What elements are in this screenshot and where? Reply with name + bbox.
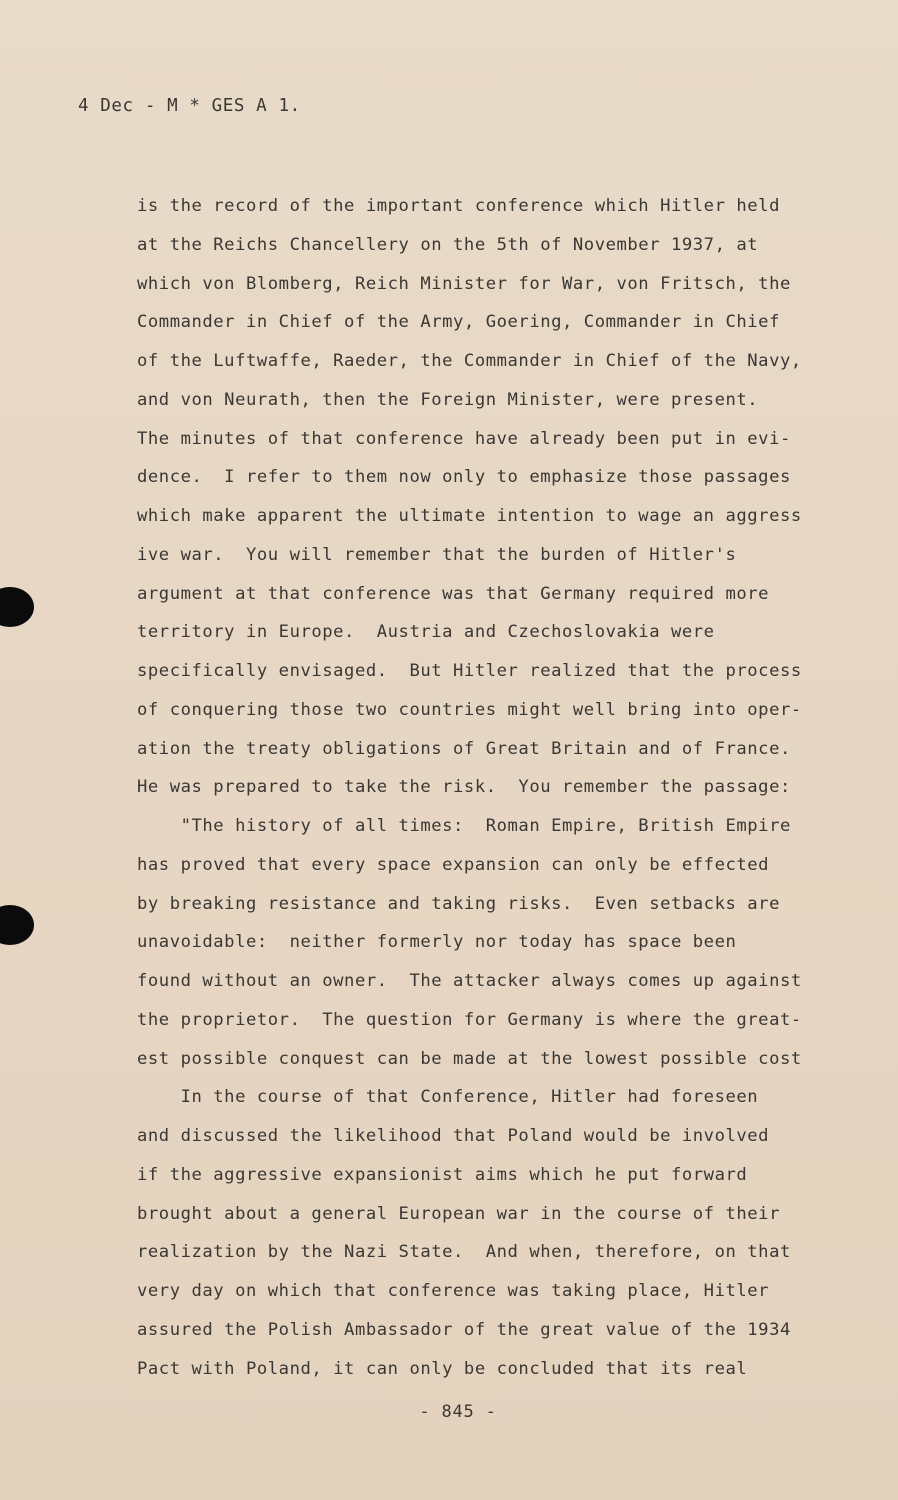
- text-line: brought about a general European war in the course of their: [137, 1203, 780, 1224]
- page-number-footer: [0, 1402, 898, 1422]
- text-line: est possible conquest can be made at the lowest possible cost: [137, 1048, 802, 1069]
- text-line: realization by the Nazi State. And when, therefore, on that: [137, 1242, 791, 1263]
- text-line: if the aggressive expansionist aims which he put forward: [137, 1164, 748, 1185]
- page-header: 4 Dec - M * GES A 1.: [78, 96, 301, 116]
- text-line: "The history of all times: Roman Empire, British Empire: [137, 816, 791, 836]
- text-line: Commander in Chief of the Army, Goering, Commander in Chief: [137, 312, 780, 333]
- body-text: [137, 187, 857, 1388]
- text-line: which make apparent the ultimate intention to wage an aggress: [137, 506, 802, 526]
- text-line: and discussed the likelihood that Poland would be involved: [137, 1126, 770, 1146]
- text-line: of conquering those two countries might well bring into oper-: [137, 699, 802, 720]
- text-line: ation the treaty obligations of Great Britain and of France.: [137, 738, 791, 759]
- text-line: by breaking resistance and taking risks. Even setbacks are: [137, 893, 780, 914]
- text-line: He was prepared to take the risk. You remember the passage:: [137, 777, 791, 798]
- text-line: the proprietor. The question for Germany is where the great-: [137, 1009, 802, 1030]
- text-line: Pact with Poland, it can only be concluded that its real: [137, 1358, 748, 1379]
- text-line: argument at that conference was that Germany required more: [137, 583, 770, 604]
- text-line: unavoidable: neither formerly nor today has space been: [137, 932, 737, 953]
- text-line: The minutes of that conference have already been put in evi-: [137, 428, 791, 449]
- text-line: very day on which that conference was taking place, Hitler: [137, 1281, 770, 1301]
- page-number: - 845 -: [419, 1402, 497, 1422]
- text-line: ive war. You will remember that the burden of Hitler's: [137, 544, 737, 565]
- text-line: which von Blomberg, Reich Minister for War, von Fritsch, the: [137, 273, 791, 294]
- text-line: In the course of that Conference, Hitler had foreseen: [137, 1087, 759, 1108]
- text-line: assured the Polish Ambassador of the great value of the 1934: [137, 1319, 791, 1340]
- text-line: dence. I refer to them now only to emphasize those passages: [137, 467, 791, 488]
- text-line: found without an owner. The attacker always comes up against: [137, 971, 802, 991]
- text-line: of the Luftwaffe, Raeder, the Commander in Chief of the Navy,: [137, 351, 802, 371]
- text-line: has proved that every space expansion can only be effected: [137, 854, 770, 875]
- binder-hole-top: [0, 587, 34, 627]
- binder-hole-bottom: [0, 905, 34, 945]
- text-line: is the record of the important conference which Hitler held: [137, 196, 780, 216]
- text-line: specifically envisaged. But Hitler realized that the process: [137, 661, 802, 681]
- text-line: at the Reichs Chancellery on the 5th of November 1937, at: [137, 234, 759, 255]
- text-line: and von Neurath, then the Foreign Minister, were present.: [137, 389, 759, 410]
- text-line: territory in Europe. Austria and Czechoslovakia were: [137, 622, 715, 643]
